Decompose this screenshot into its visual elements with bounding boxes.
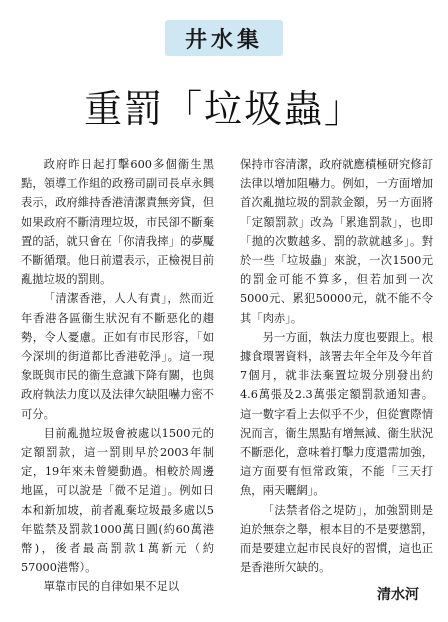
- paragraph: 目前亂拋垃圾會被處以1500元的定額罰款，這一罰則早於2003年制定，19年來未曾變動過。相較於周邊地區，可以說是「微不足道」。例如日本和新加坡，前者亂棄垃圾最多處以5年監禁及罰款1000萬日圓(約60萬港幣)，後者最高罰款1萬新元（約57000港幣）。: [21, 426, 214, 575]
- paragraph: 「法禁者俗之堤防」，加強罰則是迫於無奈之舉，根本目的不是要懲罰，而是要建立起市民良好的習慣，這也正是香港所欠缺的。: [240, 503, 433, 575]
- body-column-left: [21, 155, 214, 597]
- body-column-right: [240, 155, 433, 577]
- article-headline: 重罰「垃圾蟲」: [83, 87, 364, 131]
- paragraph: 「清潔香港，人人有責」，然而近年香港各區衞生狀況有不斷惡化的趨勢，令人憂慮。正如有市民形容，「如今深圳的街道都比香港乾淨」。這一現象既與市民的衞生意識下降有關，也與政府執法力度以及法律欠缺阻嚇力密不可分。: [21, 292, 214, 421]
- column-name: 井水集: [184, 27, 263, 53]
- paragraph-continued: 保持市容清潔，政府就應積極研究修訂法律以增加阻嚇力。例如，一方面增加首次亂拋垃圾的罰款金額，另一方面將「定額罰款」改為「累進罰款」，也即「拋的次數越多、罰的款就越多」。對於一些「垃圾蟲」來說，一次1500元的罰金可能不算多，但若加到一次5000元、累犯50000元，就不能不令其「肉赤」。: [240, 158, 433, 325]
- paragraph: 政府昨日起打擊600多個衞生黑點，領導工作組的政務司副司長卓永興表示，政府維持香港清潔責無旁貸，但如果政府不斷清理垃圾，市民卻不斷棄置的話，就只會在「你清我摔」的夢魘不斷循環。他日前還表示，正檢視目前亂拋垃圾的罰則。: [21, 158, 214, 287]
- paragraph: 單靠市民的自律如果不足以: [43, 580, 180, 594]
- paragraph: 另一方面，執法力度也要跟上。根據食環署資料，該署去年全年及今年首7個月，就非法棄置垃圾分別發出約4.6萬張及2.3萬張定額罰款通知書。這一數字看上去似乎不少，但從實際情況而言，衞生黑點有增無減、衞生狀況不斷惡化，意味着打擊力度還需加強，這方面要有恒常政策，不能「三天打魚，兩天曬網」。: [240, 330, 433, 498]
- column-name-banner: [165, 20, 283, 56]
- author-byline: 清水河: [377, 587, 419, 603]
